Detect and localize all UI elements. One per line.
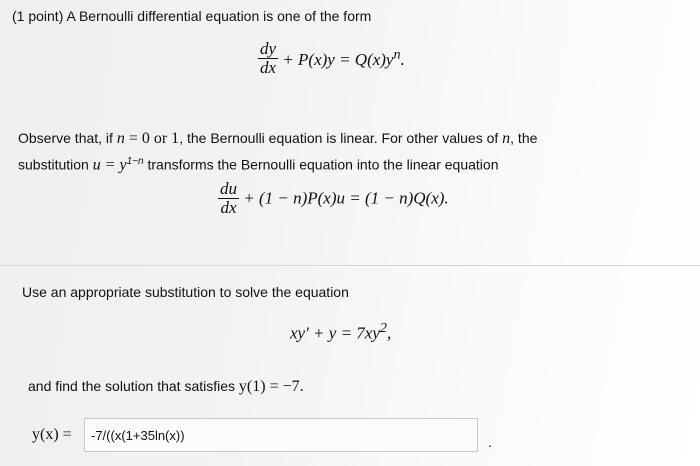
text-segment: transforms the Bernoulli equation into the linear equation: [143, 156, 499, 173]
fraction-numerator: dy: [260, 39, 277, 58]
equation-rest: [282, 46, 405, 70]
var-n: n: [502, 130, 511, 147]
bernoulli-general-equation: [258, 40, 405, 77]
observation-line-1: [18, 127, 537, 150]
var-n: n: [116, 130, 125, 147]
observation-line-2: [18, 150, 537, 177]
find-label: and find the solution that satisfies: [28, 378, 239, 394]
substitution-expr: u = y: [92, 156, 127, 174]
text-segment: , the Bernoulli equation is linear. For other values of: [179, 130, 503, 146]
answer-input[interactable]: -7/((x(1+35ln(x)): [84, 418, 478, 452]
text-segment: Observe that, if: [18, 130, 117, 146]
problem-intro: A Bernoulli differential equation is one of the form: [66, 8, 372, 24]
derivative-fraction: [258, 40, 278, 77]
divider: [0, 265, 700, 266]
task-text: Use an appropriate substitution to solve the equation: [22, 284, 349, 300]
fraction-denominator: dx: [220, 198, 237, 217]
n-values: = 0 or 1: [124, 130, 180, 147]
answer-label: y(x) =: [32, 426, 72, 443]
problem-header: [12, 8, 371, 24]
fraction-denominator: dx: [260, 58, 277, 77]
fraction-numerator: du: [220, 179, 237, 198]
equation-body: + (1 − n)P(x)u = (1 − n)Q(x).: [243, 188, 449, 208]
observation-paragraph: [18, 127, 537, 177]
equation-body: + P(x)y = Q(x)y: [282, 50, 394, 70]
text-segment: substitution: [18, 156, 93, 173]
exponent: n: [393, 46, 401, 63]
initial-condition: y(1) = −7.: [238, 378, 304, 395]
answer-trailing-period: .: [488, 434, 492, 450]
linear-equation: [218, 180, 449, 217]
exponent: 2: [379, 320, 387, 336]
points-label: (1 point): [12, 8, 64, 24]
equation-body: xy′ + y = 7xy: [290, 323, 380, 343]
find-text: [28, 378, 304, 396]
given-equation: [290, 320, 391, 344]
equation-end: ,: [386, 323, 392, 343]
derivative-fraction: [218, 180, 239, 217]
substitution-exponent: 1−n: [126, 156, 144, 167]
equation-end: .: [400, 50, 405, 70]
text-segment: , the: [510, 130, 538, 146]
